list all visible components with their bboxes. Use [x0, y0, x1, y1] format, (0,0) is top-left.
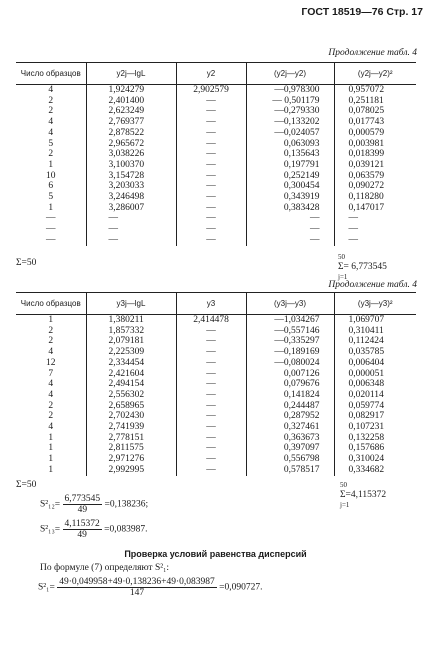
cell-diff: —0,335297 — [246, 336, 334, 347]
cell-diff: —0,557146 — [246, 326, 334, 337]
cell-mean: — — [176, 411, 246, 422]
cell-y: 2,079181 — [86, 336, 176, 347]
formula-s13 — [40, 519, 148, 540]
table-row — [16, 347, 416, 358]
cell-mean: — — [176, 160, 246, 171]
table1-sum-expr: Σ= 6,773545 — [338, 262, 387, 272]
cell-sq: 0,334682 — [334, 465, 416, 476]
cell-y: 2,878522 — [86, 128, 176, 139]
cell-sq: 0,006404 — [334, 358, 416, 369]
table-row — [16, 192, 416, 203]
cell-y: 3,154728 — [86, 171, 176, 182]
cell-mean: 2,902579 — [176, 85, 246, 96]
cell-y: 2,965672 — [86, 139, 176, 150]
cell-mean: — — [176, 465, 246, 476]
formula-s1 — [38, 577, 263, 598]
cell-diff: 0,252149 — [246, 171, 334, 182]
cell-count: 10 — [46, 170, 56, 181]
cell-diff: 0,197791 — [246, 160, 334, 171]
cell-mean: — — [176, 336, 246, 347]
cell-diff: 0,079676 — [246, 379, 334, 390]
formula-s13-den: 49 — [77, 530, 87, 540]
cell-y: 1,380211 — [86, 315, 176, 326]
cell-sq: 0,082917 — [334, 411, 416, 422]
cell-diff: 0,363673 — [246, 433, 334, 444]
cell-count: — — [46, 224, 56, 235]
table-row — [16, 160, 416, 171]
cell-sq: 0,118280 — [334, 192, 416, 203]
table1-col-diff: (y2j—y2) — [246, 63, 334, 85]
cell-sq: 0,017743 — [334, 117, 416, 128]
formula-s12 — [40, 494, 148, 515]
cell-sq: 0,157686 — [334, 443, 416, 454]
cell-sq: 0,003981 — [334, 139, 416, 150]
cell-mean: — — [176, 454, 246, 465]
cell-sq: 0,112424 — [334, 336, 416, 347]
cell-y: 2,811575 — [86, 443, 176, 454]
table2-col-diff: (y3j—y3) — [246, 293, 334, 315]
cell-y: 2,225309 — [86, 347, 176, 358]
table2-sum-bottom: j=1 — [340, 501, 350, 509]
cell-count: 12 — [46, 357, 56, 368]
cell-y: 2,702430 — [86, 411, 176, 422]
table-row — [16, 106, 416, 117]
table2-continuation: Продолжение табл. 4 — [328, 280, 417, 290]
cell-sq: 0,132258 — [334, 433, 416, 444]
cell-mean: — — [176, 369, 246, 380]
table2-col-count: Число образцов — [16, 293, 86, 315]
formula-s12-num: 6,773545 — [64, 494, 101, 504]
cell-y: 3,038226 — [86, 149, 176, 160]
table1-sum-top: 50 — [338, 253, 345, 261]
cell-count: 4 — [48, 85, 54, 95]
cell-y: 3,100370 — [86, 160, 176, 171]
cell-mean: — — [176, 443, 246, 454]
cell-count: 6 — [48, 181, 54, 192]
table-row — [16, 171, 416, 182]
cell-mean: — — [176, 139, 246, 150]
cell-mean: — — [176, 379, 246, 390]
table1-body — [16, 85, 416, 246]
table-row — [16, 128, 416, 139]
cell-sq: 0,035785 — [334, 347, 416, 358]
cell-mean: — — [176, 224, 246, 235]
cell-sq: 0,006348 — [334, 379, 416, 390]
cell-diff: 0,287952 — [246, 411, 334, 422]
cell-y: 2,778151 — [86, 433, 176, 444]
cell-sq: 0,147017 — [334, 203, 416, 214]
table1-sum — [338, 252, 387, 282]
table1-header-row — [16, 63, 416, 85]
cell-count: 4 — [48, 379, 54, 390]
formula-s13-num: 4,115372 — [64, 519, 100, 529]
section-title: Проверка условий равенства дисперсий — [124, 549, 307, 559]
cell-y: 2,769377 — [86, 117, 176, 128]
cell-y: 2,334454 — [86, 358, 176, 369]
table-row — [16, 369, 416, 380]
table1-continuation: Продолжение табл. 4 — [328, 48, 417, 58]
formula-s1-rhs: =0,090727. — [219, 582, 263, 593]
cell-diff: —0,279330 — [246, 106, 334, 117]
table2-col-sq: (y3j—y3)² — [334, 293, 416, 315]
cell-y: 2,658965 — [86, 401, 176, 412]
cell-count: 1 — [48, 454, 54, 465]
formula-s13-rhs: =0,083987. — [104, 524, 148, 535]
cell-mean: — — [176, 117, 246, 128]
cell-y: — — [86, 224, 176, 235]
cell-mean: — — [176, 192, 246, 203]
cell-sq: 0,078025 — [334, 106, 416, 117]
cell-count: 2 — [48, 106, 54, 117]
cell-mean: 2,414478 — [176, 315, 246, 326]
formula-s1-den: 147 — [129, 588, 145, 598]
formula-s13-lhs: S²₁₃= — [40, 524, 61, 535]
cell-mean: — — [176, 213, 246, 224]
table1-col-count: Число образцов — [16, 63, 86, 85]
cell-count: — — [46, 213, 56, 224]
table-row — [16, 379, 416, 390]
cell-diff: 0,556798 — [246, 454, 334, 465]
table-row — [16, 411, 416, 422]
table-row — [16, 213, 416, 224]
table-row — [16, 85, 416, 96]
cell-sq: 0,000051 — [334, 369, 416, 380]
cell-mean: — — [176, 347, 246, 358]
cell-y: 2,556302 — [86, 390, 176, 401]
cell-diff: — 0,501179 — [246, 96, 334, 107]
table-row — [16, 149, 416, 160]
table1 — [16, 62, 416, 246]
cell-y: 2,971276 — [86, 454, 176, 465]
cell-diff: —0,080024 — [246, 358, 334, 369]
table2-sigma-label: Σ=50 — [16, 480, 37, 490]
cell-sq: 0,957072 — [334, 85, 416, 96]
cell-diff: —1,034267 — [246, 315, 334, 326]
cell-mean: — — [176, 235, 246, 246]
cell-mean: — — [176, 171, 246, 182]
cell-sq: 0,090272 — [334, 181, 416, 192]
cell-mean: — — [176, 390, 246, 401]
cell-count: 4 — [48, 389, 54, 400]
header-text: ГОСТ 18519—76 Стр. 17 — [301, 6, 423, 18]
cell-diff: 0,327461 — [246, 422, 334, 433]
cell-y: 2,401400 — [86, 96, 176, 107]
table-row — [16, 454, 416, 465]
cell-y: 2,421604 — [86, 369, 176, 380]
table-row — [16, 443, 416, 454]
formula-s1-lhs: S²₁= — [38, 582, 55, 593]
cell-mean: — — [176, 181, 246, 192]
cell-count: 2 — [48, 95, 54, 106]
cell-y: 1,857332 — [86, 326, 176, 337]
formula-s1-num: 49·0,049958+49·0,138236+49·0,083987 — [59, 577, 215, 587]
cell-sq: 0,018399 — [334, 149, 416, 160]
table-row — [16, 139, 416, 150]
cell-sq: — — [334, 213, 416, 224]
table-row — [16, 326, 416, 337]
formula-s12-den: 49 — [77, 505, 88, 515]
cell-diff: 0,397097 — [246, 443, 334, 454]
table-row — [16, 235, 416, 246]
cell-diff: 0,244487 — [246, 401, 334, 412]
cell-sq: 0,000579 — [334, 128, 416, 139]
table-row — [16, 422, 416, 433]
cell-y: — — [86, 235, 176, 246]
table-row — [16, 224, 416, 235]
cell-sq: 1,069707 — [334, 315, 416, 326]
cell-count: 5 — [48, 138, 54, 149]
cell-count: 2 — [48, 325, 54, 336]
cell-count: 2 — [48, 336, 54, 347]
cell-sq: 0,251181 — [334, 96, 416, 107]
cell-diff: — — [246, 224, 334, 235]
table-row — [16, 181, 416, 192]
cell-count: 4 — [48, 117, 54, 128]
cell-sq: 0,310411 — [334, 326, 416, 337]
cell-y: 1,924279 — [86, 85, 176, 96]
cell-diff: 0,343919 — [246, 192, 334, 203]
cell-sq: 0,063579 — [334, 171, 416, 182]
cell-diff: 0,300454 — [246, 181, 334, 192]
cell-diff: 0,135643 — [246, 149, 334, 160]
cell-sq: 0,020114 — [334, 390, 416, 401]
cell-mean: — — [176, 128, 246, 139]
cell-mean: — — [176, 433, 246, 444]
formula-s12-frac — [63, 494, 103, 515]
table-row — [16, 465, 416, 476]
table2-sum-expr: Σ=4,115372 — [340, 490, 387, 500]
cell-count: 1 — [48, 443, 54, 454]
cell-mean: — — [176, 358, 246, 369]
cell-sq: 0,107231 — [334, 422, 416, 433]
cell-sq: — — [334, 224, 416, 235]
cell-mean: — — [176, 401, 246, 412]
cell-sq: 0,039121 — [334, 160, 416, 171]
cell-y: 3,286007 — [86, 203, 176, 214]
cell-diff: 0,383428 — [246, 203, 334, 214]
table-row — [16, 390, 416, 401]
cell-count: 7 — [48, 368, 54, 379]
cell-mean: — — [176, 326, 246, 337]
cell-sq: 0,059774 — [334, 401, 416, 412]
cell-y: 3,203033 — [86, 181, 176, 192]
cell-diff: — — [246, 213, 334, 224]
table1-sigma-label: Σ=50 — [16, 258, 37, 268]
cell-y: 2,992995 — [86, 465, 176, 476]
table2-col-mean: y3 — [176, 293, 246, 315]
cell-count: 1 — [48, 159, 54, 170]
table-row — [16, 315, 416, 326]
table2-sum — [340, 480, 386, 510]
cell-count: 4 — [48, 422, 54, 433]
table1-col-sq: (y2j—y2)² — [334, 63, 416, 85]
cell-diff: 0,007126 — [246, 369, 334, 380]
cell-y: 3,246498 — [86, 192, 176, 203]
cell-y: 2,623249 — [86, 106, 176, 117]
table2-body — [16, 315, 416, 476]
cell-sq: 0,310024 — [334, 454, 416, 465]
cell-diff: 0,141824 — [246, 390, 334, 401]
table-row — [16, 117, 416, 128]
cell-mean: — — [176, 422, 246, 433]
cell-count: 1 — [48, 432, 54, 443]
cell-diff: —0,189169 — [246, 347, 334, 358]
table1-col-y: y2j—lgL — [86, 63, 176, 85]
formula-intro: По формуле (7) определяют S²₁: — [40, 563, 170, 573]
cell-mean: — — [176, 96, 246, 107]
formula-s1-frac — [57, 577, 217, 598]
cell-diff: —0,133202 — [246, 117, 334, 128]
cell-count: 1 — [48, 202, 54, 213]
cell-y: 2,494154 — [86, 379, 176, 390]
cell-count: 1 — [48, 315, 54, 325]
table-row — [16, 433, 416, 444]
table-row — [16, 203, 416, 214]
cell-count: — — [46, 234, 56, 245]
cell-count: 2 — [48, 400, 54, 411]
cell-diff: —0,978300 — [246, 85, 334, 96]
table2-col-y: y3j—lgL — [86, 293, 176, 315]
table-row — [16, 96, 416, 107]
cell-count: 5 — [48, 192, 54, 203]
table1-sum-bottom: j=1 — [338, 273, 348, 281]
cell-count: 1 — [48, 464, 54, 475]
formula-s12-lhs: S²₁₂= — [40, 499, 61, 510]
cell-count: 2 — [48, 411, 54, 422]
cell-count: 4 — [48, 347, 54, 358]
cell-count: 2 — [48, 149, 54, 160]
cell-diff: 0,063093 — [246, 139, 334, 150]
cell-count: 4 — [48, 127, 54, 138]
cell-diff: —0,024057 — [246, 128, 334, 139]
formula-s13-frac — [63, 519, 102, 540]
table-row — [16, 336, 416, 347]
formula-s12-rhs: =0,138236; — [104, 499, 149, 510]
cell-mean: — — [176, 149, 246, 160]
table1-col-mean: y2 — [176, 63, 246, 85]
cell-diff: — — [246, 235, 334, 246]
table-row — [16, 401, 416, 412]
cell-diff: 0,578517 — [246, 465, 334, 476]
table2-header-row — [16, 293, 416, 315]
table2 — [16, 292, 416, 476]
cell-y: 2,741939 — [86, 422, 176, 433]
table2-sum-top: 50 — [340, 481, 347, 489]
cell-y: — — [86, 213, 176, 224]
cell-mean: — — [176, 203, 246, 214]
cell-sq: — — [334, 235, 416, 246]
cell-mean: — — [176, 106, 246, 117]
table-row — [16, 358, 416, 369]
